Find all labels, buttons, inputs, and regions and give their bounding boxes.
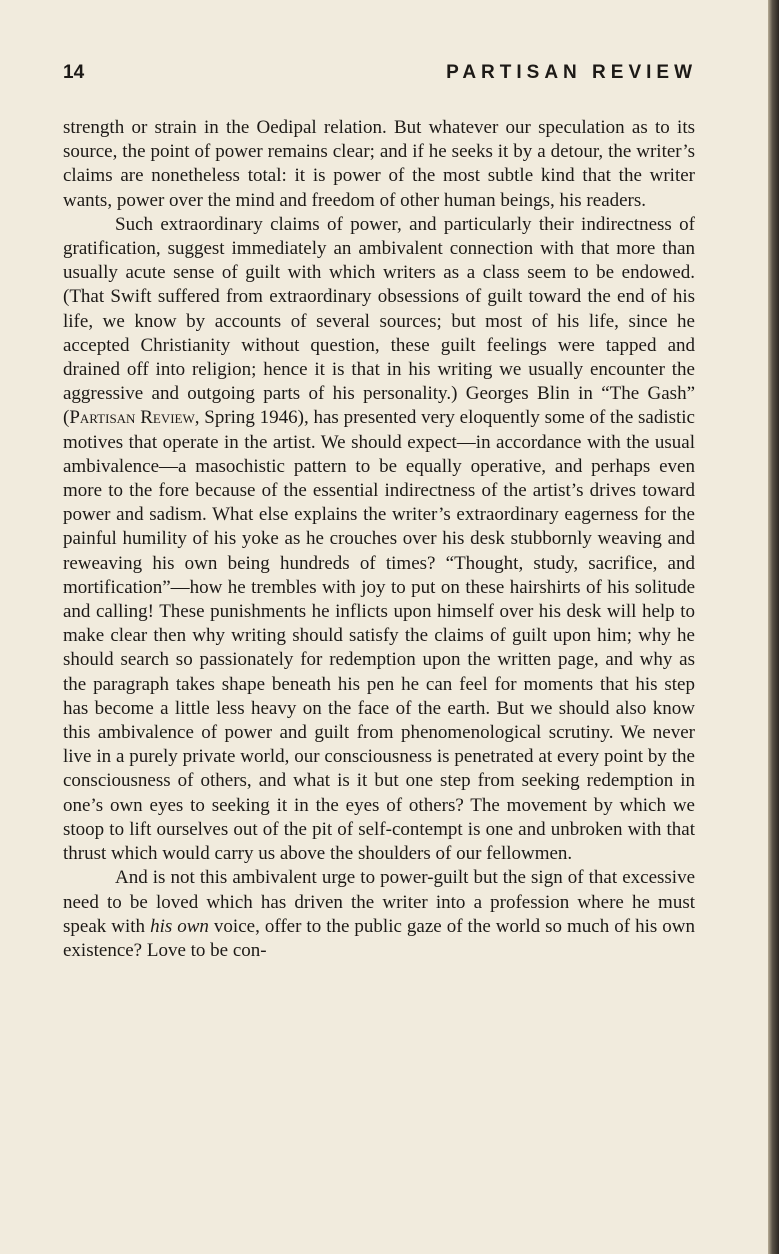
emphasis-text: his own bbox=[150, 915, 209, 937]
page-number: 14 bbox=[63, 62, 85, 83]
body-text bbox=[63, 116, 695, 963]
journal-title: Partisan Review bbox=[69, 407, 195, 429]
paragraph-2-text-b: , Spring 1946), has presented very eloquently some of the sadistic motives that operate in the artist. We should expect—in accordance with the usual ambivalence—a masochistic pattern to be equally operative, and perhaps even more to the fore because of the essential indirectness of the artist’s drives toward power and sadism. What else explains the writer’s extraordinary eagerness for the painful humility of his yoke as he crouches over his desk stubbornly weaving and reweaving his own being hundreds of times? “Thought, study, sacrifice, and mortification”—how he trembles with joy to put on these hairshirts of his solitude and calling! These punishments he inflicts upon himself over his desk will help to make clear then why writing should satisfy the claims of guilt upon him; why he should search so passionately for redemption upon the written page, and why as the paragraph takes shape beneath his pen he can feel for moments that his step has become a little less heavy on the face of the earth. But we should also know this ambivalence of power and guilt from phenomenological scrutiny. We never live in a purely private world, our consciousness is penetrated at every point by the consciousness of others, and what is it but one step from seeking redemption in one’s own eyes to seeking it in the eyes of others? The movement by which we stoop to lift ourselves out of the pit of self-contempt is one and unbroken with that thrust which would carry us above the shoulders of our fellowmen. bbox=[63, 407, 695, 865]
paragraph-1: strength or strain in the Oedipal relation. But whatever our speculation as to its source, the point of power remains clear; and if he seeks it by a detour, the writer’s claims are nonetheless total: it is power of the most subtle kind that the writer wants, power over the mind and freedom of other human beings, his readers. bbox=[63, 117, 695, 211]
paragraph-3-text-a: And is not this ambivalent urge to power-guilt but the sign of that excessive need to be loved which has driven the writer into a profession where he must speak with bbox=[63, 867, 695, 937]
paragraph-3 bbox=[63, 866, 695, 963]
running-head: PARTISAN REVIEW bbox=[446, 62, 697, 83]
paragraph-2 bbox=[63, 213, 695, 866]
paragraph-2-text-a: Such extraordinary claims of power, and particularly their indirectness of gratification, suggest immediately an ambivalent connection with that more than usually acute sense of guilt with which writers as a class seem to be endowed. (That Swift suffered from extraordinary obsessions of guilt toward the end of his life, we know by accounts of several sources; but most of his life, since he accepted Christianity without question, these guilt feelings were tapped and drained off into religion; hence it is that in his writing we usually encounter the aggressive and outgoing parts of his personality.) Georges Blin in “The Gash” ( bbox=[63, 213, 695, 429]
paragraph-3-text-b: voice, offer to the public gaze of the world so much of his own existence? Love to be con- bbox=[63, 915, 695, 961]
book-spine-edge bbox=[768, 0, 779, 1254]
